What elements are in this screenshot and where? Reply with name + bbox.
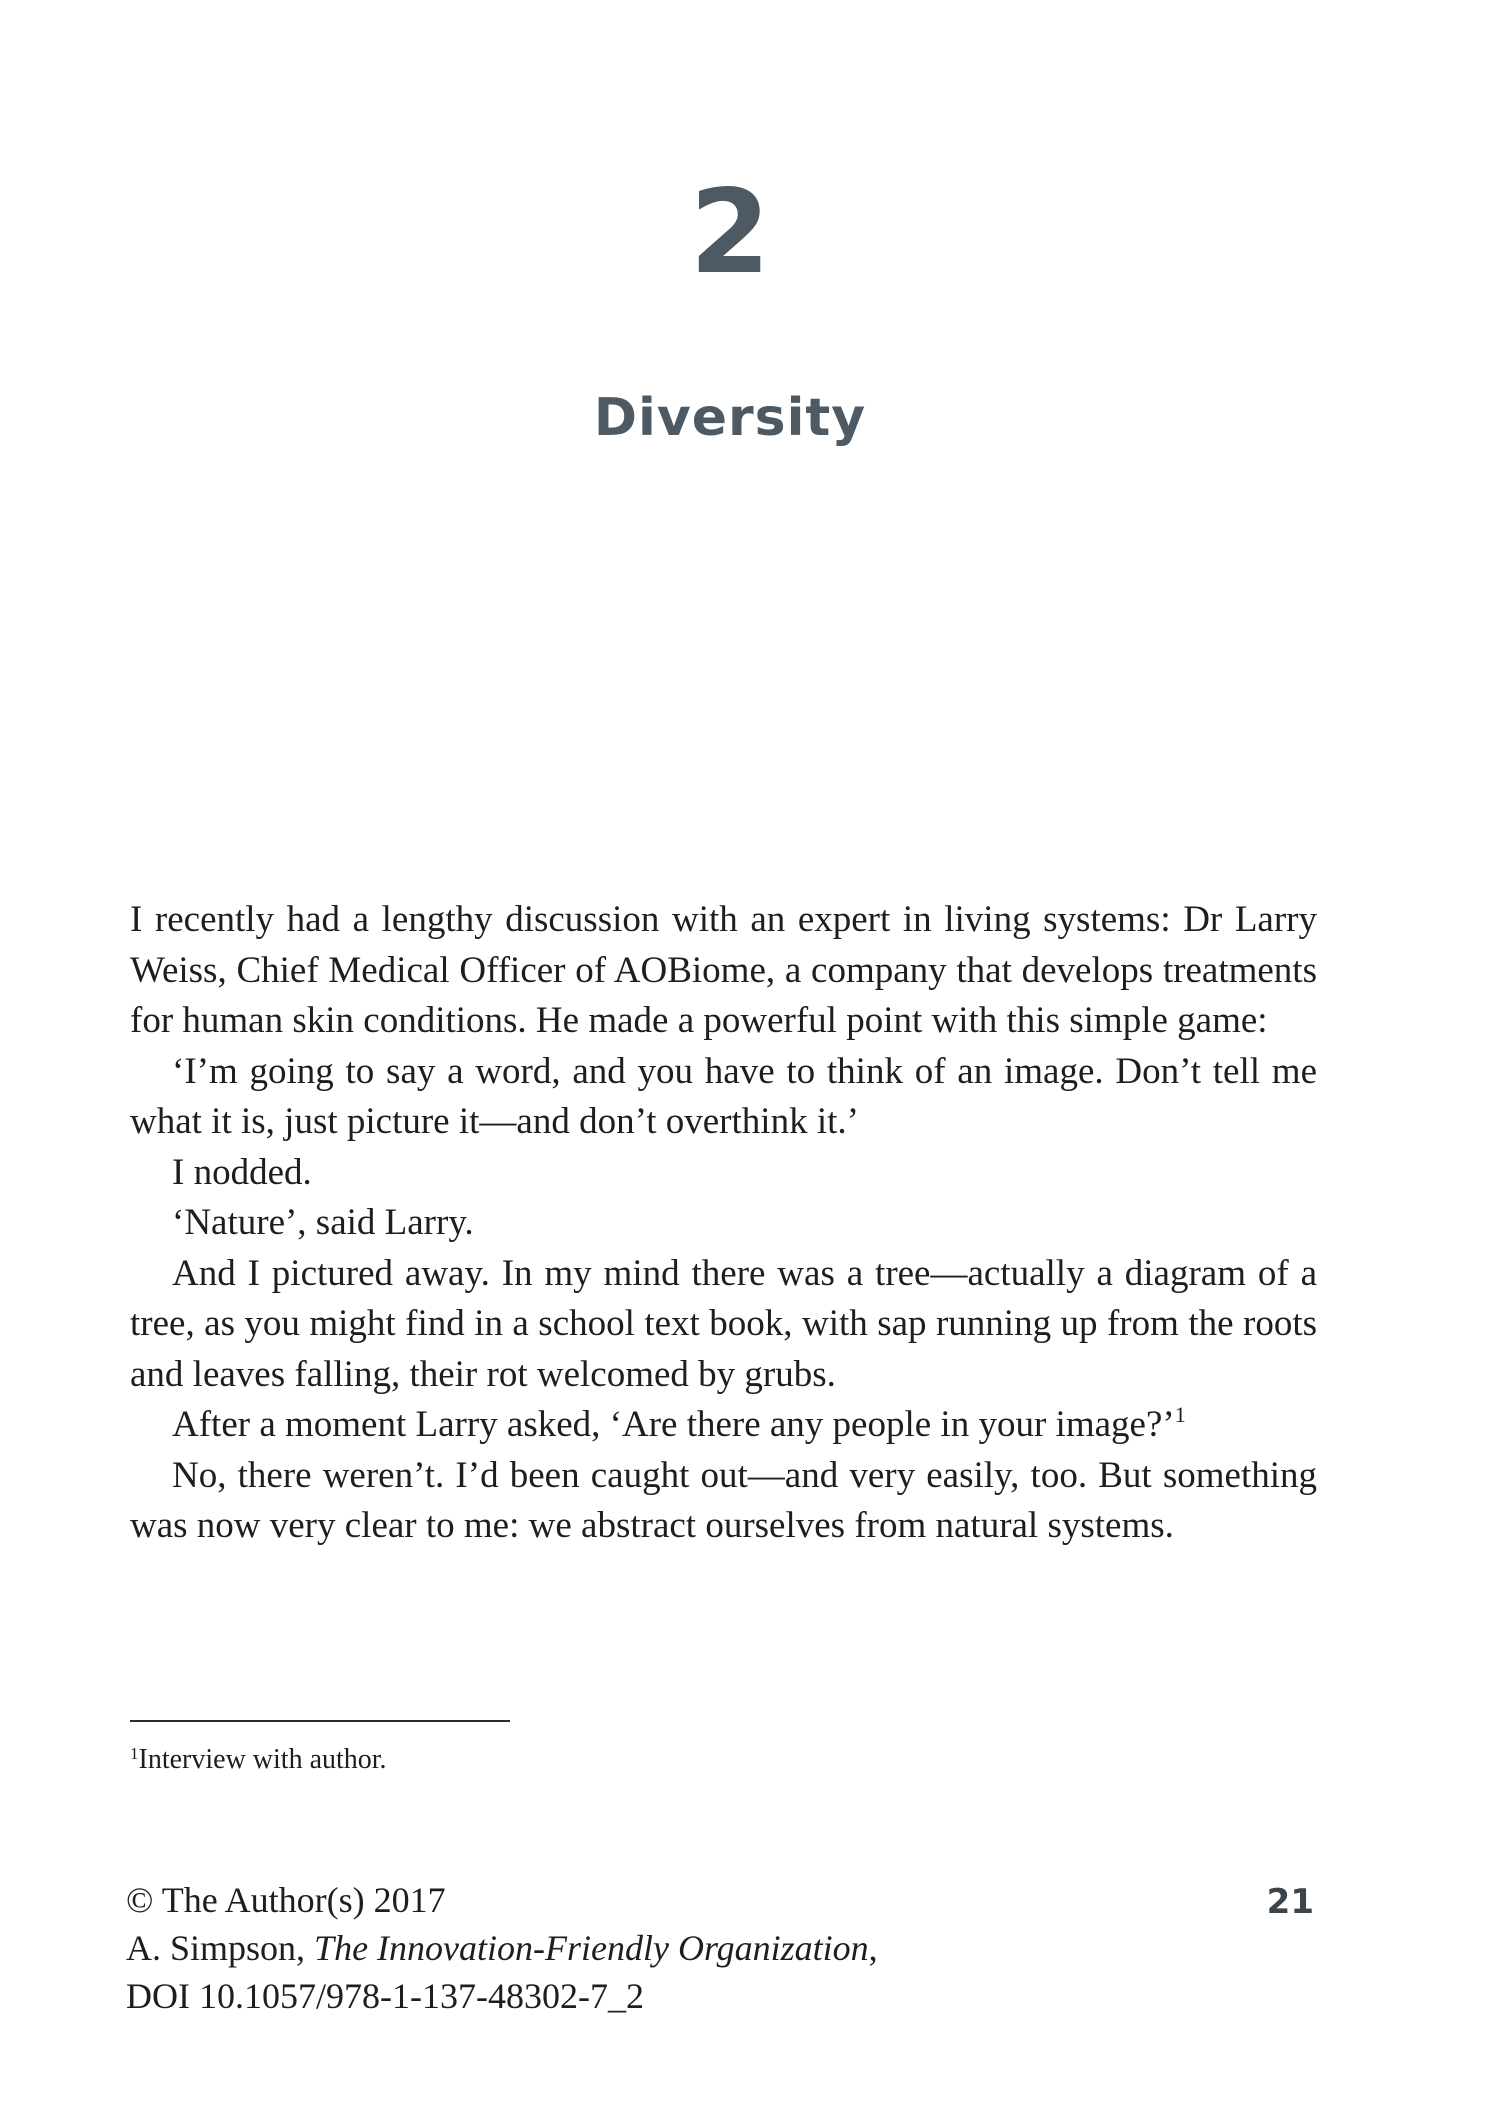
doi-line: DOI 10.1057/978-1-137-48302-7_2	[126, 1976, 644, 2016]
footnote-text: Interview with author.	[138, 1744, 387, 1775]
paragraph-6-text: After a moment Larry asked, ‘Are there any people in your image?’	[172, 1404, 1175, 1445]
body-text	[130, 895, 1317, 1552]
paragraph-1: I recently had a lengthy discussion with an expert in living systems: Dr Larry Weiss, Chief Medical Officer of AOBiome, a company that develops treatments for human skin conditions. He made a powerful point with this simple game:	[130, 899, 1317, 1041]
paragraph-6	[130, 1400, 1317, 1451]
paragraph-4: ‘Nature’, said Larry.	[172, 1202, 474, 1243]
page-number: 21	[1266, 1882, 1314, 1922]
citation-line	[126, 1924, 878, 1972]
paragraph-3: I nodded.	[172, 1151, 312, 1193]
citation-author: A. Simpson,	[126, 1928, 315, 1968]
citation-comma: ,	[868, 1928, 878, 1968]
citation-book-title: The Innovation-Friendly Organization	[314, 1928, 869, 1968]
footnote	[130, 1737, 387, 1777]
footnote-marker: 1	[130, 1744, 139, 1763]
footnote-reference: 1	[1174, 1402, 1186, 1427]
footnote-divider	[130, 1720, 510, 1722]
copyright-line: © The Author(s) 2017	[126, 1880, 446, 1920]
chapter-title: Diversity	[593, 388, 867, 448]
copyright-block	[126, 1876, 878, 2020]
paragraph-7: No, there weren’t. I’d been caught out—and very easily, too. But something was now very clear to me: we abstract ourselves from natural systems.	[130, 1454, 1317, 1546]
paragraph-5: And I pictured away. In my mind there was a tree—actually a diagram of a tree, as you might find in a school text book, with sap running up from the roots and leaves falling, their rot welcomed by grubs.	[130, 1252, 1317, 1395]
chapter-number: 2	[689, 165, 771, 300]
paragraph-2: ‘I’m going to say a word, and you have to think of an image. Don’t tell me what it is, just picture it—and don’t overthink it.’	[130, 1050, 1317, 1142]
